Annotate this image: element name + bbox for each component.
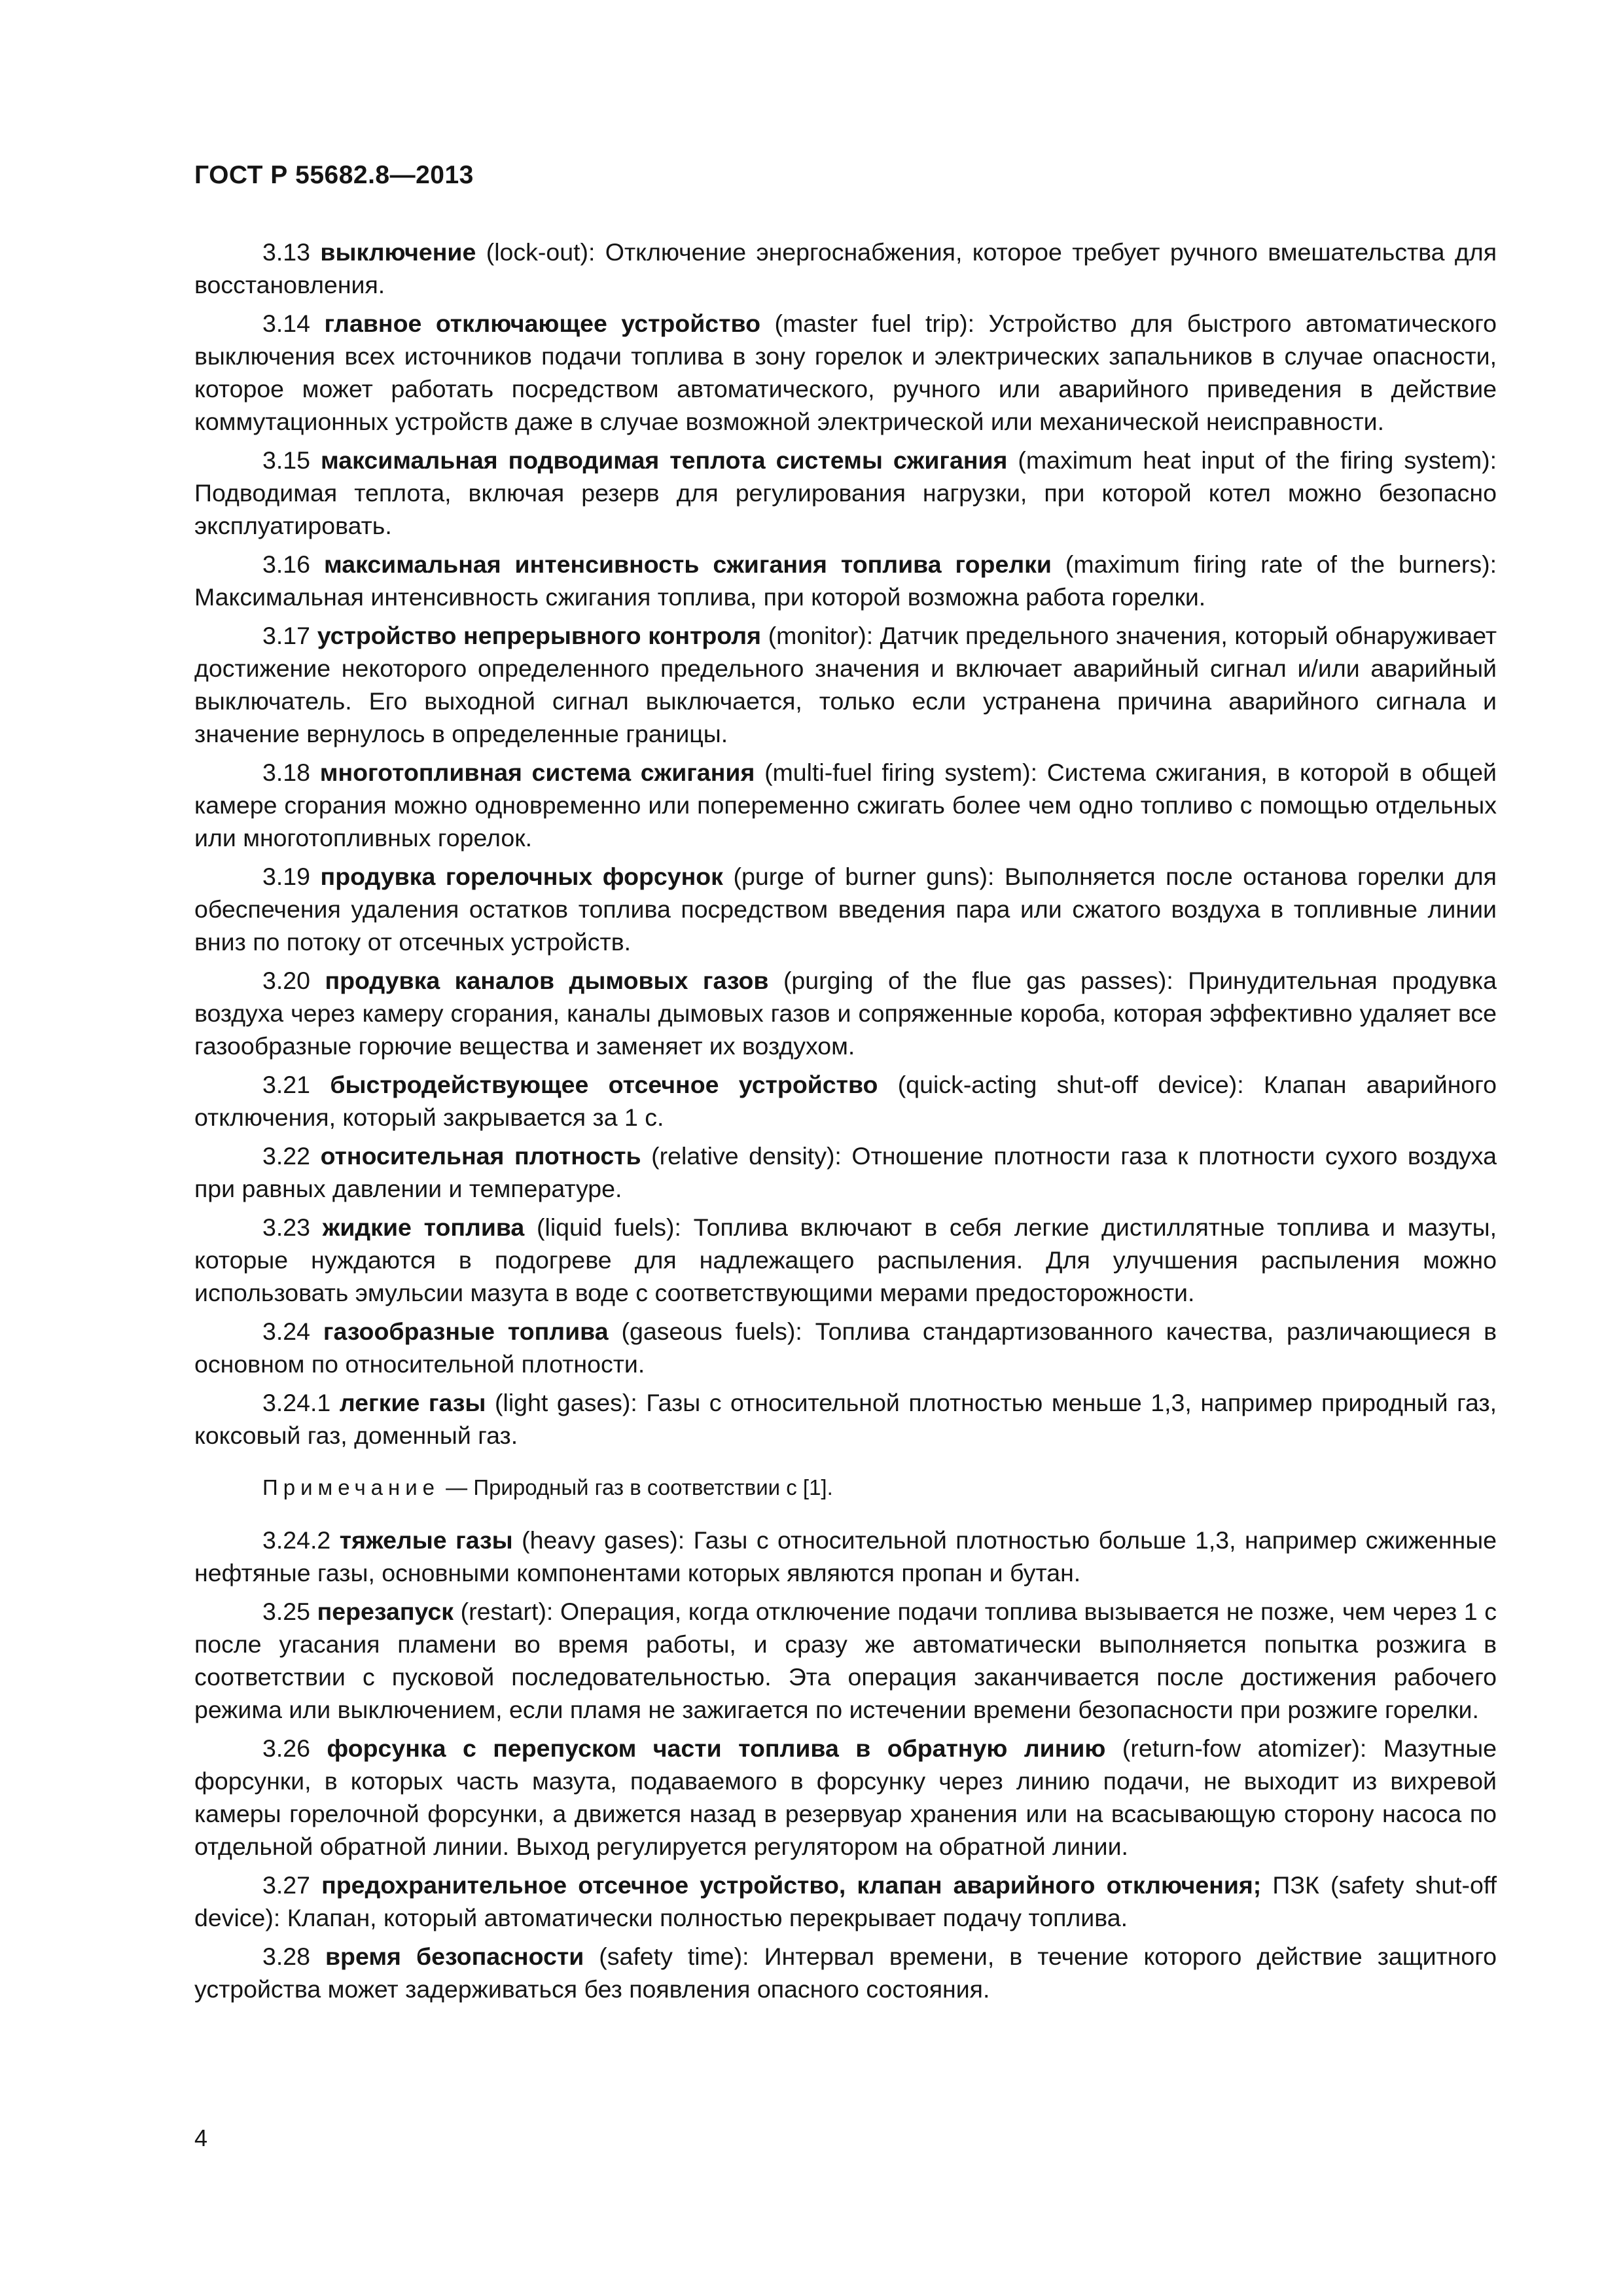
definition-entry bbox=[194, 756, 1497, 854]
entry-text: (return-fow atomizer): Мазутные форсунки, в которых часть мазута, подаваемого в форсунку через линию подачи, не выходит из вихревой камеры горелочной форсунки, а движется назад в резервуар хранения или на всасывающую сторону насоса по отдельной обратной линии. Выход регулируется регулятором на обратной линии. bbox=[194, 1734, 1497, 1860]
entry-term: максимальная интенсивность сжигания топлива горелки bbox=[323, 550, 1052, 578]
entry-term: продувка каналов дымовых газов bbox=[325, 967, 769, 994]
entry-term: устройство непрерывного контроля bbox=[317, 622, 762, 649]
entry-number: 3.24 bbox=[262, 1318, 310, 1345]
entry-term: тяжелые газы bbox=[339, 1526, 513, 1554]
entry-number: 3.24.2 bbox=[262, 1526, 331, 1554]
entry-number: 3.19 bbox=[262, 863, 310, 890]
entry-number: 3.22 bbox=[262, 1142, 310, 1170]
entry-number: 3.26 bbox=[262, 1734, 310, 1762]
entry-text: (master fuel trip): Устройство для быстрого автоматического выключения всех источников подачи топлива в зону горелок и электрических запальников в случае опасности, которое может работать посредством автоматического, ручного или аварийного приведения в действие коммутационных устройств даже в случае возможной электрической или механической неисправности. bbox=[194, 310, 1497, 435]
entry-text: (maximum heat input of the firing system): Подводимая теплота, включая резерв для регулирования нагрузки, при которой котел можно безопасно эксплуатировать. bbox=[194, 446, 1497, 539]
definition-entry bbox=[194, 860, 1497, 958]
entry-term: газообразные топлива bbox=[323, 1318, 609, 1345]
entry-number: 3.20 bbox=[262, 967, 310, 994]
entry-text: (purging of the flue gas passes): Принудительная продувка воздуха через камеру сгорания, каналы дымовых газов и сопряженные короба, которая эффективно удаляет все газообразные горючие вещества и заменяет их воздухом. bbox=[194, 967, 1497, 1060]
entry-term: предохранительное отсечное устройство, клапан аварийного отключения; bbox=[321, 1871, 1262, 1899]
note-label: Примечание bbox=[262, 1475, 440, 1499]
entry-text: (light gases): Газы с относительной плотностью меньше 1,3, например природный газ, коксовый газ, доменный газ. bbox=[194, 1389, 1497, 1449]
entry-term: форсунка с перепуском части топлива в обратную линию bbox=[327, 1734, 1106, 1762]
entry-text: (relative density): Отношение плотности газа к плотности сухого воздуха при равных давлении и температуре. bbox=[194, 1142, 1497, 1202]
entry-term: время безопасности bbox=[325, 1943, 584, 1970]
definition-entry bbox=[194, 1386, 1497, 1452]
entry-term: быстродействующее отсечное устройство bbox=[330, 1071, 878, 1098]
definition-entry bbox=[194, 1139, 1497, 1205]
definition-entry bbox=[194, 1524, 1497, 1589]
definition-entry bbox=[194, 1211, 1497, 1309]
entry-number: 3.14 bbox=[262, 310, 310, 337]
entry-text: (quick-acting shut-off device): Клапан аварийного отключения, который закрывается за 1 с. bbox=[194, 1071, 1497, 1131]
definition-entry bbox=[194, 1869, 1497, 1934]
entry-number: 3.23 bbox=[262, 1213, 310, 1241]
document-body bbox=[194, 236, 1497, 2011]
entry-number: 3.28 bbox=[262, 1943, 310, 1970]
entry-term: выключение bbox=[320, 238, 476, 266]
entry-term: легкие газы bbox=[339, 1389, 486, 1416]
definition-entry bbox=[194, 1595, 1497, 1726]
definition-entry bbox=[194, 964, 1497, 1062]
entry-number: 3.21 bbox=[262, 1071, 310, 1098]
definition-entry bbox=[194, 619, 1497, 750]
definitions-list-top bbox=[194, 236, 1497, 1452]
note-paragraph bbox=[194, 1473, 1497, 1502]
entry-term: перезапуск bbox=[317, 1598, 454, 1625]
entry-term: относительная плотность bbox=[320, 1142, 641, 1170]
entry-number: 3.16 bbox=[262, 550, 310, 578]
definition-entry bbox=[194, 548, 1497, 613]
definition-entry bbox=[194, 236, 1497, 301]
definitions-list-bottom bbox=[194, 1524, 1497, 2005]
definition-entry bbox=[194, 1732, 1497, 1863]
document-header: ГОСТ Р 55682.8—2013 bbox=[194, 161, 474, 189]
entry-term: главное отключающее устройство bbox=[324, 310, 760, 337]
entry-number: 3.17 bbox=[262, 622, 310, 649]
entry-number: 3.18 bbox=[262, 759, 310, 786]
definition-entry bbox=[194, 1315, 1497, 1380]
entry-number: 3.13 bbox=[262, 238, 310, 266]
entry-text: (liquid fuels): Топлива включают в себя легкие дистиллятные топлива и мазуты, которые нуждаются в подогреве для надлежащего распыления. Для улучшения распыления можно использовать эмульсии мазута в воде с соответствующими мерами предосторожности. bbox=[194, 1213, 1497, 1306]
entry-text: (heavy gases): Газы с относительной плотностью больше 1,3, например сжиженные нефтяные газы, основными компонентами которых являются пропан и бутан. bbox=[194, 1526, 1497, 1587]
entry-text: (gaseous fuels): Топлива стандартизованного качества, различающиеся в основном по относительной плотности. bbox=[194, 1318, 1497, 1378]
entry-text: (purge of burner guns): Выполняется после останова горелки для обеспечения удаления остатков топлива посредством введения пара или сжатого воздуха в топливные линии вниз по потоку от отсечных устройств. bbox=[194, 863, 1497, 956]
entry-number: 3.27 bbox=[262, 1871, 310, 1899]
definition-entry bbox=[194, 1068, 1497, 1134]
entry-number: 3.24.1 bbox=[262, 1389, 331, 1416]
definition-entry bbox=[194, 307, 1497, 438]
definition-entry bbox=[194, 1940, 1497, 2005]
entry-number: 3.15 bbox=[262, 446, 310, 474]
entry-term: максимальная подводимая теплота системы сжигания bbox=[320, 446, 1008, 474]
page-number: 4 bbox=[194, 2125, 208, 2151]
entry-text: (multi-fuel firing system): Система сжигания, в которой в общей камере сгорания можно одновременно или попеременно сжигать более чем одно топливо с помощью отдельных или многотопливных горелок. bbox=[194, 759, 1497, 852]
entry-text: ПЗК (safety shut-off device): Клапан, который автоматически полностью перекрывает подачу топлива. bbox=[194, 1871, 1497, 1931]
entry-text: (lock-out): Отключение энергоснабжения, которое требует ручного вмешательства для восстановления. bbox=[194, 238, 1497, 298]
entry-term: жидкие топлива bbox=[322, 1213, 525, 1241]
entry-text: (maximum firing rate of the burners): Максимальная интенсивность сжигания топлива, при которой возможна работа горелки. bbox=[194, 550, 1497, 611]
entry-text: (restart): Операция, когда отключение подачи топлива вызывается не позже, чем через 1 с после угасания пламени во время работы, и сразу же автоматически выполняется попытка розжига в соответствии с пусковой последовательностью. Эта операция заканчивается после достижения рабочего режима или выключением, если пламя не зажигается по истечении времени безопасности при розжиге горелки. bbox=[194, 1598, 1497, 1723]
note-text: — Природный газ в соответствии с [1]. bbox=[440, 1475, 833, 1499]
entry-term: многотопливная система сжигания bbox=[319, 759, 755, 786]
definition-entry bbox=[194, 444, 1497, 542]
entry-term: продувка горелочных форсунок bbox=[320, 863, 723, 890]
entry-text: (monitor): Датчик предельного значения, который обнаруживает достижение некоторого определенного предельного значения и включает аварийный сигнал и/или аварийный выключатель. Его выходной сигнал выключается, только если устранена причина аварийного сигнала и значение вернулось в определенные границы. bbox=[194, 622, 1497, 747]
entry-text: (safety time): Интервал времени, в течение которого действие защитного устройства может задерживаться без появления опасного состояния. bbox=[194, 1943, 1497, 2003]
entry-number: 3.25 bbox=[262, 1598, 310, 1625]
